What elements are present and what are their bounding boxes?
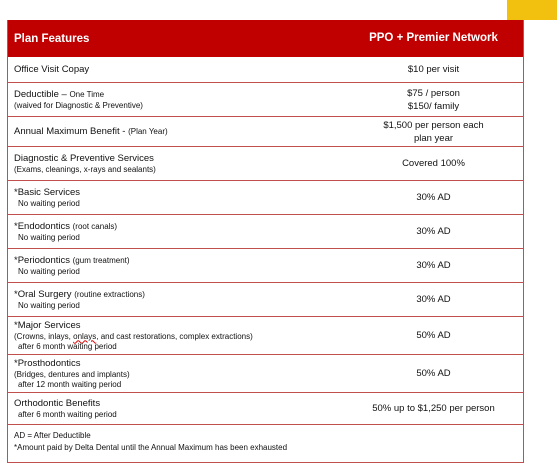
table-row <box>8 249 523 283</box>
office-value: $10 per visit <box>407 64 460 75</box>
table-row <box>8 393 523 425</box>
major-sub2: after 6 month waiting period <box>18 341 117 351</box>
diagnostic-value: Covered 100% <box>402 158 465 169</box>
table-row <box>8 117 523 147</box>
endo-value: 30% AD <box>416 226 451 237</box>
footer-ad-note: AD = After Deductible <box>14 431 91 440</box>
oral-sub: No waiting period <box>18 300 80 310</box>
endo-sub: No waiting period <box>18 232 80 242</box>
office-label: Office Visit Copay <box>14 63 90 75</box>
deductible-sub: (waived for Diagnostic & Preventive) <box>14 100 143 110</box>
diagnostic-sub: (Exams, cleanings, x-rays and sealants) <box>14 164 156 174</box>
prostho-sub2: after 12 month waiting period <box>18 379 122 389</box>
basic-sub: No waiting period <box>18 198 80 208</box>
table-row <box>8 147 523 181</box>
major-sub: (Crowns, inlays, onlays, and cast restorations, complex extractions) <box>14 331 253 341</box>
table-row <box>8 181 523 215</box>
ortho-sub: after 6 month waiting period <box>18 409 117 419</box>
deductible-value-1: $75 / person <box>407 87 460 99</box>
header-ppo-premier: PPO + Premier Network <box>369 32 498 44</box>
accent-tab <box>507 0 557 20</box>
plan-features-table <box>7 20 524 463</box>
table-header <box>8 20 523 57</box>
basic-label: *Basic Services <box>14 186 80 198</box>
table-row <box>8 57 523 83</box>
table-footer <box>8 425 523 463</box>
table-row <box>8 317 523 355</box>
diagnostic-label: Diagnostic & Preventive Services <box>14 152 154 164</box>
annual-label-line: Annual Maximum Benefit - (Plan Year) <box>14 125 168 137</box>
table-row <box>8 355 523 393</box>
perio-value: 30% AD <box>416 260 451 271</box>
ortho-label: Orthodontic Benefits <box>14 397 101 409</box>
deductible-value-2: $150/ family <box>407 100 460 112</box>
table-row <box>8 215 523 249</box>
major-value: 50% AD <box>416 330 451 341</box>
oral-label-line: *Oral Surgery (routine extractions) <box>14 288 145 300</box>
endo-label-line: *Endodontics (root canals) <box>14 220 118 232</box>
table-row <box>8 283 523 317</box>
oral-value: 30% AD <box>416 294 451 305</box>
annual-value-1: $1,500 per person each <box>383 119 484 131</box>
ortho-value: 50% up to $1,250 per person <box>372 403 495 414</box>
prostho-value: 50% AD <box>416 368 451 379</box>
prostho-label: *Prosthodontics <box>14 357 81 369</box>
spellcheck-squiggle: onlays <box>73 331 97 341</box>
header-plan-features: Plan Features <box>14 32 90 45</box>
perio-sub: No waiting period <box>18 266 80 276</box>
perio-label-line: *Periodontics (gum treatment) <box>14 254 130 266</box>
prostho-sub: (Bridges, dentures and implants) <box>14 369 130 379</box>
table-row <box>8 83 523 117</box>
deductible-label-line: Deductible – One Time <box>14 88 105 100</box>
basic-value: 30% AD <box>416 192 451 203</box>
annual-value-2: plan year <box>413 132 454 144</box>
footer-amount-note: *Amount paid by Delta Dental until the Annual Maximum has been exhausted <box>14 443 288 452</box>
major-label: *Major Services <box>14 319 81 331</box>
